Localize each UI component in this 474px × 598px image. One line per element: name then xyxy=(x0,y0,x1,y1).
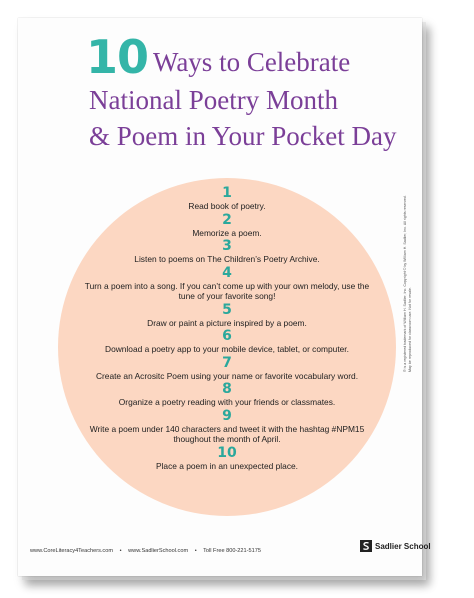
item-number: 5 xyxy=(222,301,232,318)
list-item xyxy=(58,356,396,382)
list-item xyxy=(58,409,396,445)
item-number: 1 xyxy=(222,185,232,201)
item-number: 6 xyxy=(222,328,232,344)
item-text: Create an Acrositc Poem using your name or favorite vocabulary word. xyxy=(95,370,359,381)
footer-site-link-sadlier[interactable]: www.SadlierSchool.com xyxy=(128,548,189,554)
item-number: 7 xyxy=(222,354,232,371)
list-item xyxy=(58,213,396,239)
ways-list xyxy=(58,186,396,472)
item-text: Turn a poem into a song. If you can’t come up with your own melody, use the tune of your favorite song! xyxy=(84,280,370,301)
item-text: Place a poem in an unexpected place. xyxy=(155,460,298,471)
sadlier-school-logo xyxy=(360,540,431,552)
item-text: Read book of poetry. xyxy=(188,201,266,211)
item-number: 9 xyxy=(222,407,232,424)
item-text: Listen to poems on The Children’s Poetry Archive. xyxy=(134,254,320,264)
footer-links xyxy=(30,548,266,554)
footer-site-link-coreliteracy[interactable]: www.CoreLiteracy4Teachers.com xyxy=(30,548,114,554)
title-number: 10 xyxy=(86,30,149,84)
list-item xyxy=(58,446,396,472)
item-number: 10 xyxy=(217,444,237,461)
copyright-notice xyxy=(403,172,413,372)
list-item xyxy=(58,303,396,329)
title-line-1: Ways to Celebrate xyxy=(153,47,351,77)
list-item xyxy=(58,329,396,355)
list-item xyxy=(58,266,396,302)
item-text: Download a poetry app to your mobile device, tablet, or computer. xyxy=(105,344,349,354)
footer-phone: Toll Free 800-221-5175 xyxy=(203,548,261,554)
item-number: 3 xyxy=(222,238,232,254)
logo-text: Sadlier School xyxy=(375,541,431,551)
sadlier-logo-icon xyxy=(360,540,372,552)
footer-bullet: • xyxy=(119,548,122,554)
list-item xyxy=(58,382,396,408)
item-text: Organize a poetry reading with your friends or classmates. xyxy=(118,397,336,407)
list-item xyxy=(58,239,396,265)
title-line-2: National Poetry Month xyxy=(89,85,338,115)
item-number: 4 xyxy=(222,264,232,281)
item-text: Memorize a poem. xyxy=(192,227,262,238)
reproduction-line: May be reproduced for classroom use. Not for resale. xyxy=(408,287,412,372)
item-text: Draw or paint a picture inspired by a poem. xyxy=(147,317,307,328)
item-number: 2 xyxy=(222,211,232,228)
footer-bullet: • xyxy=(194,548,197,554)
copyright-line: ® is a registered trademark of William H. Sadlier, Inc. Copyright © by William H. Sadlier, Inc. All rights reserved. xyxy=(403,195,407,372)
title-line-3: & Poem in Your Pocket Day xyxy=(89,121,397,151)
list-item xyxy=(58,186,396,212)
item-number: 8 xyxy=(222,381,232,397)
item-text: Write a poem under 140 characters and tweet it with the hashtag #NPM15 thoughout the month of April. xyxy=(89,423,365,444)
